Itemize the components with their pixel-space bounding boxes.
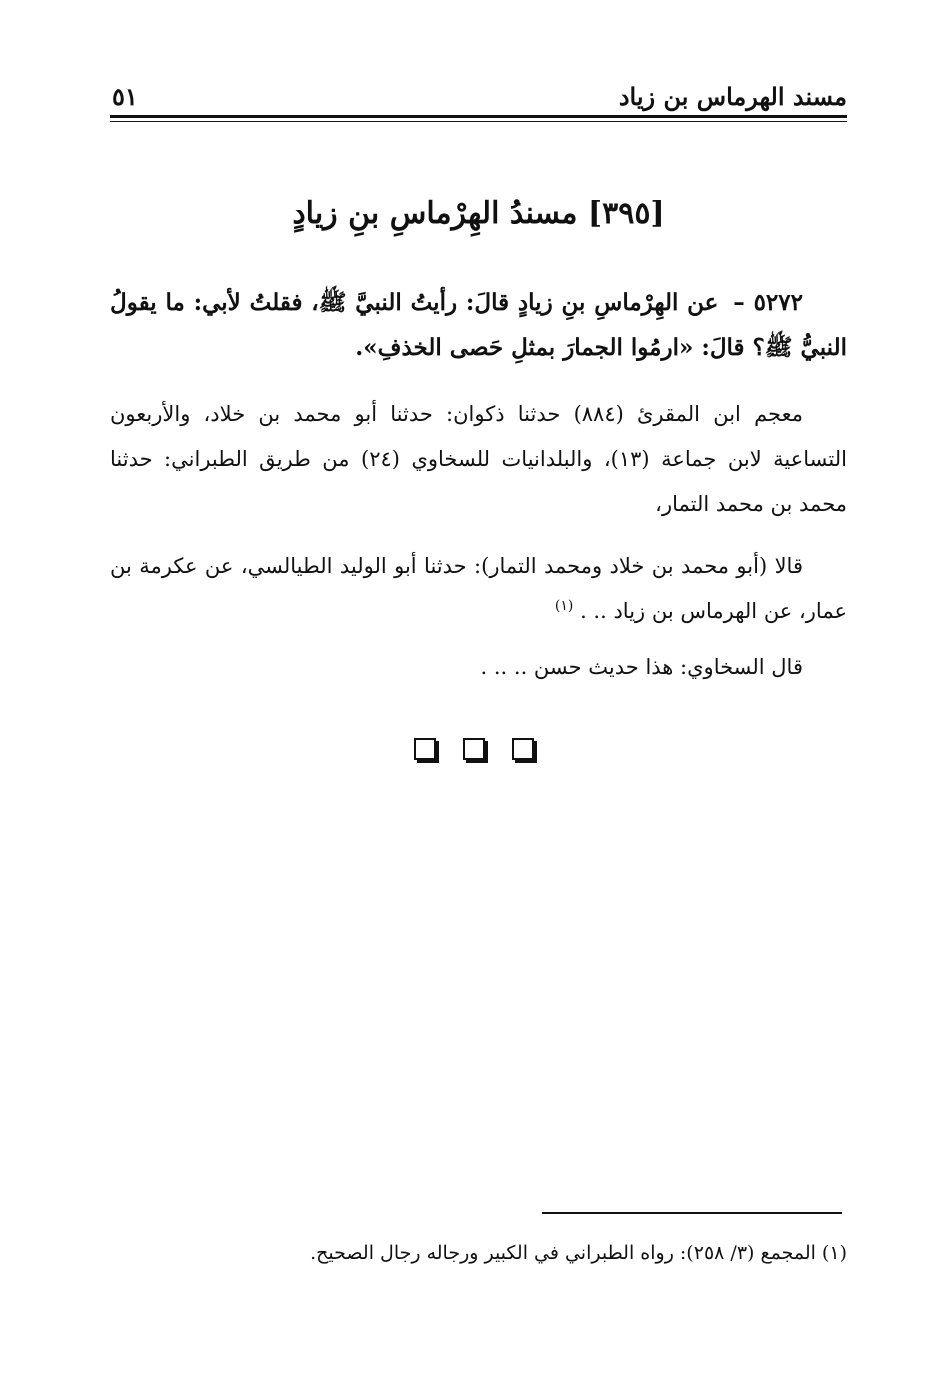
source-text-2: قالا (أبو محمد بن خلاد ومحمد التمار): حدثنا أبو الوليد الطيالسي، عن عكرمة بن عمار، عن الهرماس بن زياد .. . — [110, 554, 847, 623]
footnote-reference[interactable]: (١) — [554, 598, 574, 614]
hadith-number: ٥٢٧٢ – — [733, 289, 803, 316]
source-text-1: معجم ابن المقرئ (٨٨٤) حدثنا ذكوان: حدثنا أبو محمد بن خلاد، والأربعون التساعية لابن جماعة (١٣)، والبلدانيات للسخاوي (٢٤) من طريق الطبراني: حدثنا محمد بن محمد التمار، — [110, 402, 847, 516]
page-number: ٥١ — [112, 82, 138, 111]
section-separator — [0, 738, 947, 760]
hadith-body: عن الهِرْماسِ بنِ زيادٍ قالَ: رأيتُ النبيَّ ﷺ، فقلتُ لأبي: ما يقولُ النبيُّ ﷺ؟ قالَ: «ارمُوا الجمارَ بمثلِ حَصى الخذفِ». — [110, 289, 847, 361]
footnote-1: (١) المجمع (٣/ ٢٥٨): رواه الطبراني في الكبير ورجاله رجال الصحيح. — [310, 1242, 847, 1264]
header-rule-thick — [110, 115, 847, 118]
separator-box-icon — [463, 738, 485, 760]
hadith-text — [110, 280, 847, 370]
footnote-rule — [542, 1212, 842, 1214]
source-paragraph-2 — [110, 544, 847, 634]
running-title: مسند الهرماس بن زياد — [618, 82, 847, 111]
source-paragraph-1 — [110, 392, 847, 527]
separator-box-icon — [512, 738, 534, 760]
separator-box-icon — [414, 738, 436, 760]
grading-text: قال السخاوي: هذا حديث حسن .. .. . — [480, 655, 803, 679]
section-title: [٣٩٥] مسندُ الهِرْماسِ بنِ زيادٍ — [292, 196, 665, 231]
grading-paragraph — [110, 645, 847, 690]
header-rule-thin — [110, 121, 847, 122]
